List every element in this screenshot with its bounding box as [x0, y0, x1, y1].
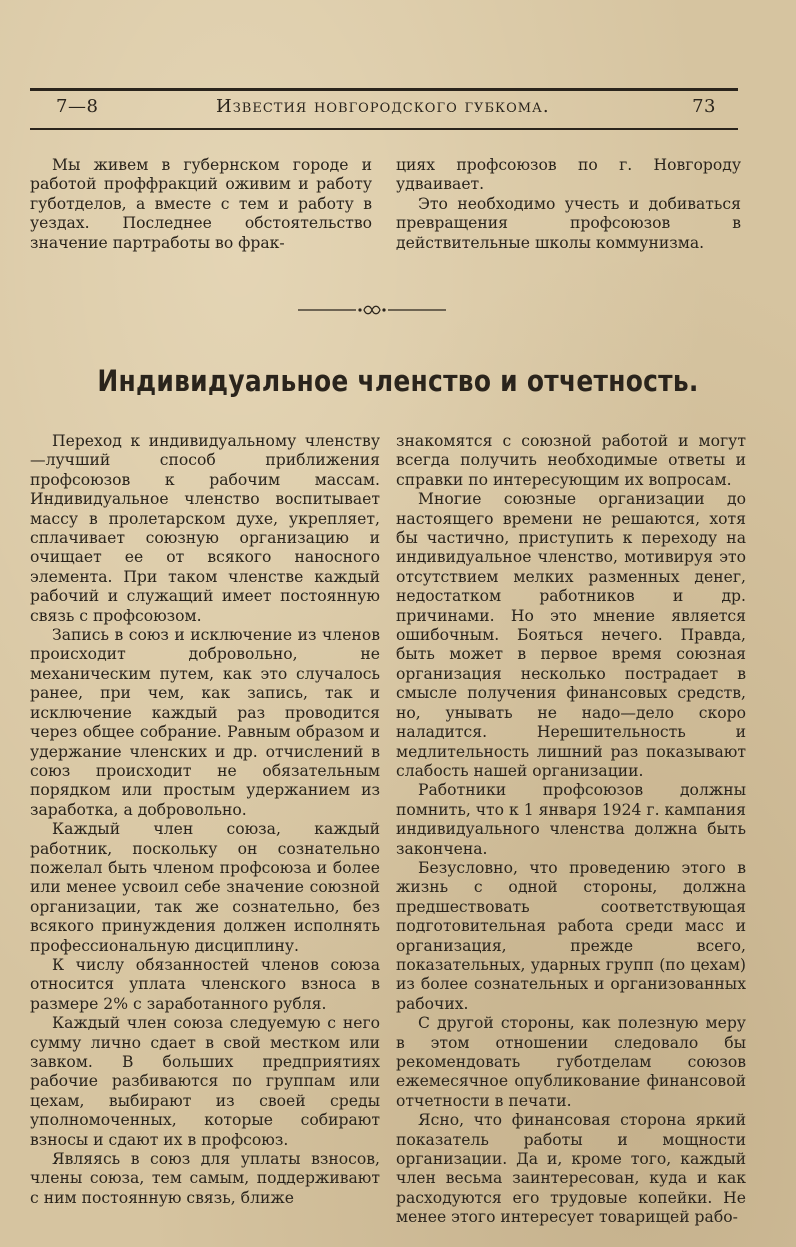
journal-title: Известия новгородского губкома. — [216, 96, 550, 117]
article-left-column — [30, 432, 380, 1208]
paragraph: С другой стороны, как полезную меру в этом отношении следовало бы рекомендовать губотделам союзов ежемесячное опубликование финансовой отчетности в печати. — [396, 1014, 746, 1110]
top-right-column — [396, 156, 741, 253]
paragraph: циях профсоюзов по г. Новгороду удваивает. — [396, 156, 741, 194]
paragraph: Работники профсоюзов должны помнить, что к 1 января 1924 г. кампания индивидуального членства должна быть закончена. — [396, 781, 746, 858]
issue-number: 7—8 — [56, 96, 99, 117]
paragraph: Ясно, что финансовая сторона яркий показатель работы и мощности организации. Да и, кроме того, каждый член весьма заинтересован, куда и как расходуются его трудовые копейки. Не менее этого интересует товарищей рабо- — [396, 1111, 746, 1227]
paragraph: Многие союзные организации до настоящего времени не решаются, хотя бы частично, приступить к переходу на индивидуальное членство, мотивируя это отсутствием мелких разменных денег, недостатком работников и др. причинами. Но это мнение является ошибочным. Бояться нечего. Правда, быть может в первое время союзная организация несколько пострадает в смысле получения финансовых средств, но, унывать не надо—дело скоро наладится. Нерешительность и медлительность лишний раз показывают слабость нашей организации. — [396, 490, 746, 780]
paragraph: К числу обязанностей членов союза относится уплата членского взноса в размере 2% с заработанного рубля. — [30, 955, 380, 1013]
paragraph: знакомятся с союзной работой и могут всегда получить необходимые ответы и справки по интересующим их вопросам. — [396, 432, 746, 489]
article-title: Индивидуальное членство и отчетность. — [97, 364, 699, 398]
top-left-column — [30, 156, 372, 253]
section-divider-ornament — [298, 303, 446, 317]
header-bottom-rule — [30, 128, 738, 130]
header-top-rule — [30, 88, 738, 91]
running-header — [30, 96, 738, 122]
paragraph: Каждый член союза, каждый работник, поскольку он сознательно пожелал быть членом профсоюза и более или менее усвоил себе значение союзной организации, так же сознательно, без всякого принуждения должен исполнять профессиональную дисциплину. — [30, 820, 380, 955]
page-number: 73 — [692, 96, 716, 117]
paragraph: Мы живем в губернском городе и работой проффракций оживим и работу губотделов, а вместе с тем и работу в уездах. Последнее обстоятельство значение партработы во фрак- — [30, 156, 372, 252]
paragraph: Являясь в союз для уплаты взносов, члены союза, тем самым, поддерживают с ним постоянную связь, ближе — [30, 1150, 380, 1207]
paragraph: Запись в союз и исключение из членов происходит добровольно, не механическим путем, как это случалось ранее, при чем, как запись, так и исключение каждый раз проводится через общее собрание. Равным образом и удержание членских и др. отчислений в союз происходит не обязательным порядком или простым удержанием из заработка, а добровольно. — [30, 626, 380, 819]
article-right-column — [396, 432, 746, 1228]
paragraph: Каждый член союза следуемую с него сумму лично сдает в свой местком или завком. В больших предприятиях рабочие разбиваются по группам или цехам, выбирают из своей среды уполномоченных, которые собирают взносы и сдают их в профсоюз. — [30, 1014, 380, 1149]
paragraph: Безусловно, что проведению этого в жизнь с одной стороны, должна предшествовать соответствующая подготовительная работа среди масс и организация, прежде всего, показательных, ударных групп (по цехам) из более сознательных и организованных рабочих. — [396, 858, 746, 1013]
paragraph: Это необходимо учесть и добиваться превращения профсоюзов в действительные школы коммунизма. — [396, 194, 741, 252]
paragraph: Переход к индивидуальному членству—лучший способ приближения профсоюзов к рабочим массам. Индивидуальное членство воспитывает массу в пролетарском духе, укрепляет, сплачивает союзную организацию и очищает ее от всякого наносного элемента. При таком членстве каждый рабочий и служащий имеет постоянную связь с профсоюзом. — [30, 432, 380, 625]
